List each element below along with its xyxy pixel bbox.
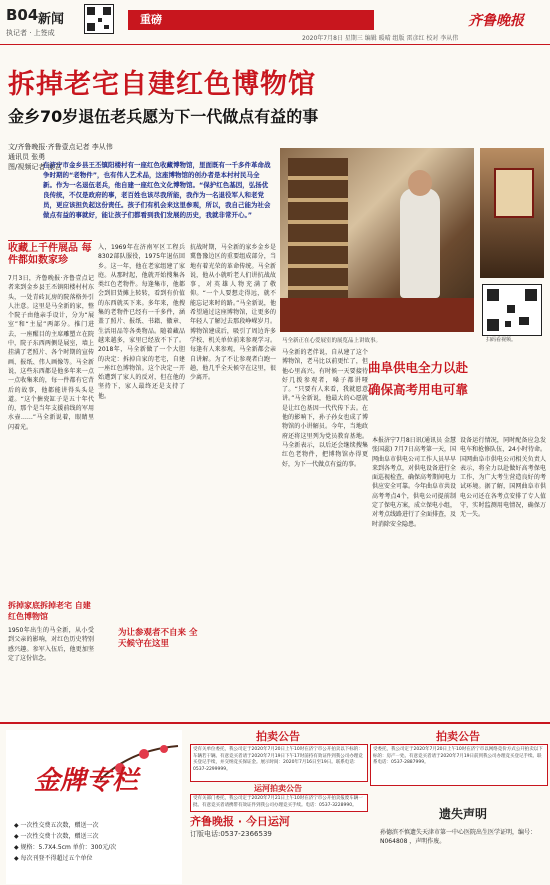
auction2-heading: 拍卖公告 — [436, 730, 480, 743]
header-meta: 2020年7月8日 星期三 编辑 暖晴 组版 雷彦红 校对 李从伟 — [302, 35, 459, 42]
col1-subheading: 拆掉家底拆掉老宅 自建红色博物馆 — [8, 601, 91, 621]
auction2-box — [370, 744, 548, 786]
col2-body: 入，1969年在济南军区工程兵8302部队服役，1975年退伍回乡。这一年，他在老家组建了家庭。从那时起，他就开始搜集各类红色老物件。每逢集市，他都会到旧货摊上转转，看到有价值的东西就买下来。多年来，他搜集的老物件已经有一千多件，涵盖了照片、报纸、书籍、徽章、生活用品等各类物品。随着藏品越来越多，家里已经放不下了。2018年，马全新做了一个大胆的决定：拆掉自家的老宅，自建一座红色博物馆。这个决定一开始遭到了家人的反对，但在他的坚持下，家人最终还是支持了他。 — [98, 244, 185, 400]
section-name: 新闻 — [38, 12, 65, 27]
main-photo — [280, 148, 474, 332]
byline-line: 图/视频记者 康君 — [8, 163, 62, 171]
auction1-box — [190, 744, 368, 782]
yunhe-body: 受有关部门委托，我公司定于2020年7月21日上午10时在济宁市公开拍卖报废车辆一批。有意竞买者请携带有效证件到我公司办理竞买手续。电话：0537-3228990。 — [193, 796, 363, 808]
newspaper-logo: 齐鲁晚报 — [468, 13, 524, 29]
gold-list-item: ◆ 一次性交费五次数，赠送一次 — [14, 822, 99, 829]
gold-column-list — [14, 820, 116, 864]
col1-body-2: 1950年出生的马全新，从小受到父亲的影响，对红色历史特别感兴趣。参军入伍后，他更加坚定了这份信念。 — [8, 627, 94, 662]
right-heading-line-1: 曲阜供电全力以赴 — [368, 360, 469, 375]
side-photo — [480, 148, 544, 278]
right-col2-body: 设备运行情况，同时配备应急发电车和抢修队伍，24小时待命。国网曲阜市供电公司相关负责人表示，将全力以赴做好高考保电工作，为广大考生营造良好的考试环境。据了解，国网曲阜市供电公司还在各考点安排了专人值守，实时监测用电情况，确保万无一失。 — [460, 437, 546, 519]
header-red-strip — [174, 10, 374, 30]
header-qr-icon — [84, 4, 114, 34]
gold-list-item: ◆ 一次性交费十次数，赠送三次 — [14, 833, 99, 840]
right-col1-body: 本报济宁7月8日讯(通讯员 金慧 张国蕊) 7月7日高考第一天，国网曲阜市供电公司工作人员早早来到各考点，对供电设备进行全面巡视检查，确保高考期间电力供应安全可靠。今年曲阜市共设高考考点4个，供电公司提前制定了保电方案，成立保电小组，对考点线路进行了全面排查，及时消除安全隐患。 — [372, 437, 456, 528]
col1-rule — [8, 240, 92, 241]
right-heading-line-2: 确保高考用电可靠 — [368, 382, 469, 397]
promo-tel: 订版电话:0537-2366539 — [190, 830, 272, 838]
photo-caption: 马全新正在心爱展室的展览品上讲故事。 — [282, 338, 382, 344]
article-subtitle: 金乡70岁退伍老兵愿为下一代做点有益的事 — [8, 107, 319, 126]
col1-body: 7月3日，齐鲁晚报·齐鲁壹点记者来到金乡县王丕镇阳楼村村东头，一处青砖瓦房的院落格外引人注意。这里是马全新的家，整个院子由他亲手设计，分为“展室”和“主屋”两部分。推门进去，一座醒目的主席雕塑立在院中，院子东西两侧是展室，墙上挂满了老照片、各个时期的宣传画、报纸、伟人画像等。马全新说，这些东西都是他多年来一点一点收集来的，每一件都有它背后的故事，他都能讲得头头是道。“这个搪瓷缸子是五十年代的，那个是当年支援前线的军用水壶……”马全新说着，眼睛里闪着光。 — [8, 275, 94, 431]
auction2-body: 受委托，我公司定于2020年7月20日上午10时在济宁市以网络竞价方式公开拍卖以下标的：房产一处。有意竞买者请于2020年7月19日前到我公司办理竞买登记手续。联系电话：0537-2887999。 — [373, 747, 543, 765]
col3-body: 抗战时期，马全新的家乡金乡是冀鲁豫边区的重要组成部分，当地有着光荣的革命传统。马全新说，他从小就听老人们讲抗战故事，对英雄人物充满了敬仰。“一个人要想走得远，就不能忘记来时的路。”马全新说，他希望通过这座博物馆，让更多的年轻人了解过去那段峥嵘岁月。博物馆建成后，吸引了周边许多学校、机关单位前来参观学习。每逢有人来参观，马全新都会亲自讲解。为了不让参观者白跑一趟，他几乎全天候守在这里，很少离开。 — [190, 244, 276, 382]
byline-line: 通讯员 张勇 — [8, 153, 46, 161]
gold-column-title: 金牌专栏 — [34, 766, 139, 796]
col4-body: 马全新的老伴说，自从建了这个博物馆，老马比以前更忙了，但他心里高兴。有时候一天要接待好几拨参观者，嗓子都讲哑了。“只要有人来看，我就愿意讲。”马全新说，他最大的心愿就是让红色基因一代代传下去。在他的影响下，孙子孙女也成了博物馆的小讲解员。今年，当地政府还将这里列为党员教育基地。马全新表示，以后还会继续搜集红色老物件，把博物馆办得更好，为下一代做点有益的事。 — [282, 349, 368, 468]
video-qr-icon[interactable] — [482, 284, 542, 336]
section-tag: 重磅 — [128, 10, 174, 30]
lost-notice-title: 遗失声明 — [438, 807, 487, 821]
lost-notice — [380, 805, 546, 846]
article-lead: 在济宁市金乡县王丕镇阳楼村有一座红色收藏博物馆，里面既有一千多件革命战争时期的“老物件”，也有伟人艺术品，这座博物馆的创办者是本村村民马全新。作为一名退伍老兵，他自建一座红色文化博物馆。“保护红色基因，弘扬优良传统，不仅是政府的事，老百姓也该尽我所能，我作为一名退役军人和老党员，更应该担负起这份责任。孩子们有机会来这里参观，所以，我自己能为社会做点有益的事就好，能让孩子们都看到我们发展的历史，我就非常开心。” — [43, 161, 271, 219]
promo-title: 齐鲁晚报 · 今日运河 — [190, 815, 290, 828]
auction1-heading: 拍卖公告 — [256, 730, 300, 743]
header-editors: 执记者 · 上签成 — [6, 29, 55, 37]
promo-block — [190, 813, 350, 839]
yunhe-heading: 运河拍卖公告 — [254, 784, 302, 793]
lost-notice-body: 孙德滨不慎遗失天津市第一中心医院出生医学证明，编号：N064808 ，声明作废。 — [380, 829, 537, 845]
yunhe-box — [190, 794, 368, 812]
gold-list-item: ◆ 规格：5.7X4.5cm 单价：300元/次 — [14, 844, 117, 851]
auction1-body: 受有关单位委托，我公司定于2020年7月20日上午10时在济宁市公开拍卖以下标的：车辆若干辆。有意竞买者请于2020年7月19日下午17时前持有效证件到我公司办理竞买登记手续，并交纳竞买保证金。展示时间：2020年7月16日至19日。联系电话：0537-2299999。 — [193, 747, 363, 772]
article-title: 拆掉老宅自建红色博物馆 — [8, 69, 316, 100]
col2-subheading: 为让参观者不自来 全天候守在这里 — [118, 628, 198, 649]
byline-line: 文/齐鲁晚报·齐鲁壹点记者 李从伟 — [8, 143, 113, 151]
right-story-heading — [368, 357, 546, 401]
header-divider — [0, 44, 550, 45]
ad-divider — [0, 722, 550, 724]
col1-heading: 收藏上千件展品 每件都如数家珍 — [8, 243, 92, 266]
qr-caption: 扫码看视频。 — [486, 337, 517, 343]
gold-list-item: ◆ 每次刊登不得超过五个单位 — [14, 855, 93, 862]
page-number: B04 — [6, 6, 39, 24]
